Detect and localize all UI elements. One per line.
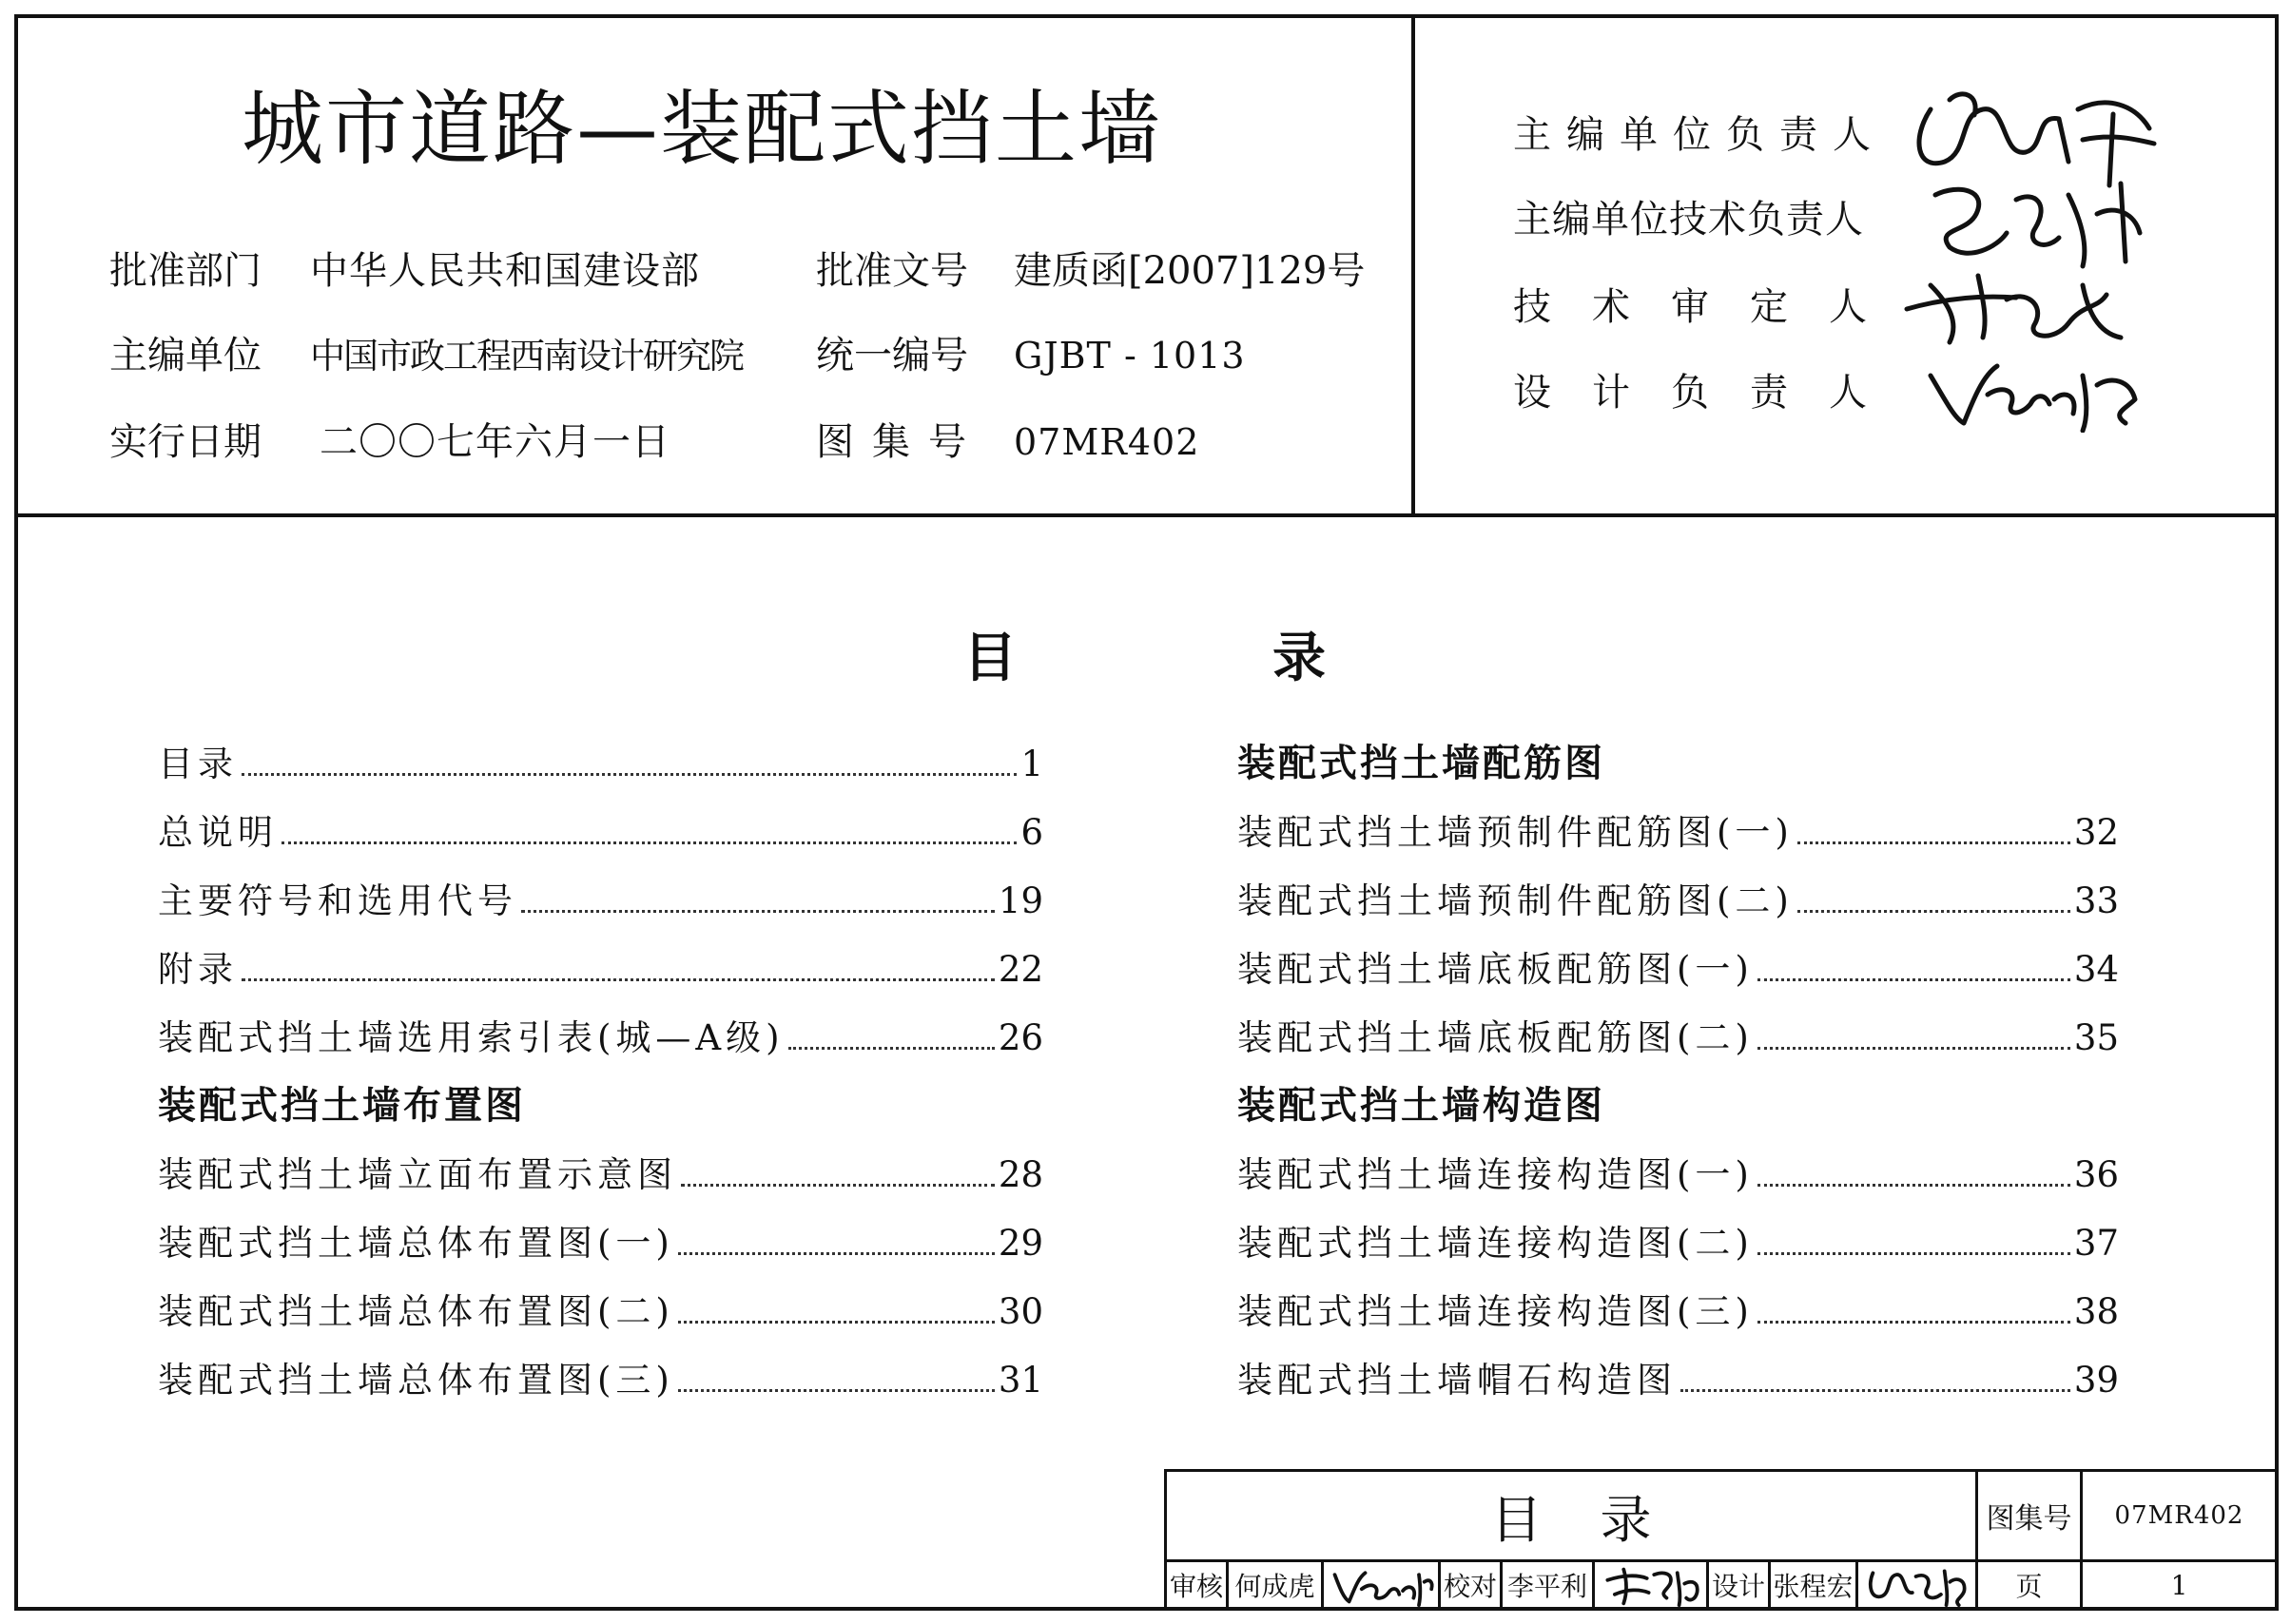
toc-entry (1237, 1140, 2119, 1208)
title-block-atlas-no: 07MR402 (2080, 1472, 2276, 1559)
designer-signature (1855, 1559, 1975, 1608)
toc-entry-page: 33 (2073, 880, 2119, 921)
toc-entry (1237, 798, 2119, 866)
check-label: 校对 (1438, 1559, 1500, 1608)
reviewer-name: 何成虎 (1226, 1559, 1321, 1608)
effective-date-value: 二〇〇七年六月一日 (320, 420, 670, 464)
toc-entry-title: 装配式挡土墙总体布置图(一) (158, 1222, 674, 1264)
design-label: 设计 (1706, 1559, 1768, 1608)
editor-unit-label: 主编单位 (109, 334, 262, 377)
approval-dept-label: 批准部门 (109, 249, 262, 293)
title-block (1164, 1469, 2279, 1611)
signature-design-head (1931, 366, 2135, 431)
title-block-title: 目录 (1490, 1489, 1710, 1550)
toc-leader-dots (1757, 1184, 2070, 1187)
toc-section-title: 装配式挡土墙布置图 (158, 1084, 526, 1128)
toc-entry-page: 30 (998, 1290, 1043, 1332)
toc-entry (158, 1277, 1043, 1345)
chief-unit-tech-head-label: 主编单位技术负责人 (1513, 198, 1864, 242)
toc-left-column (158, 729, 1043, 1414)
title-block-atlas-no-label: 图集号 (1975, 1472, 2080, 1559)
toc-entry (158, 1140, 1043, 1208)
toc-leader-dots (788, 1047, 995, 1050)
tech-reviewer-label: 技术审定人 (1513, 285, 1908, 329)
toc-leader-dots (521, 910, 995, 913)
toc-entry (158, 866, 1043, 935)
toc-entry-page: 26 (998, 1016, 1043, 1058)
toc-entry-page: 22 (998, 948, 1043, 990)
toc-entry-page: 6 (1020, 811, 1043, 853)
toc-entry-page: 29 (998, 1222, 1043, 1264)
approval-doc-label: 批准文号 (816, 249, 968, 293)
toc-entry-page: 35 (2073, 1016, 2119, 1058)
header-signatures (1893, 71, 2178, 433)
toc-heading: 目录 (963, 628, 1582, 689)
signature-chief-unit-head (1919, 94, 2154, 185)
toc-right-column (1237, 729, 2119, 1414)
toc-entry-page: 31 (998, 1359, 1043, 1401)
toc-entry (1237, 1003, 2119, 1072)
page-label: 页 (1975, 1559, 2080, 1608)
toc-entry (1237, 1345, 2119, 1414)
toc-leader-dots (681, 1184, 995, 1187)
toc-leader-dots (678, 1252, 995, 1255)
toc-entry (1237, 935, 2119, 1003)
toc-entry (158, 1003, 1043, 1072)
review-label: 审核 (1167, 1559, 1226, 1608)
toc-entry-title: 主要符号和选用代号 (158, 880, 517, 921)
signature-tech-reviewer (1907, 276, 2121, 342)
toc-section-title: 装配式挡土墙构造图 (1237, 1084, 1605, 1128)
atlas-no-value: 07MR402 (1014, 421, 1200, 463)
toc-entry-title: 装配式挡土墙预制件配筋图(一) (1237, 811, 1794, 853)
toc-leader-dots (1757, 1321, 2070, 1324)
toc-entry-title: 装配式挡土墙选用索引表(城—A级) (158, 1016, 785, 1058)
toc-entry (1237, 1208, 2119, 1277)
toc-entry-page: 38 (2073, 1290, 2119, 1332)
checker-signature (1592, 1559, 1706, 1608)
chief-unit-head-label: 主编单位负责人 (1513, 113, 1886, 157)
toc-entry-page: 19 (998, 880, 1043, 921)
unified-code-value: GJBT - 1013 (1014, 335, 1246, 377)
toc-entry (1237, 1277, 2119, 1345)
toc-entry (1237, 866, 2119, 935)
header-bottom-rule (14, 513, 2279, 517)
designer-name: 张程宏 (1768, 1559, 1855, 1608)
toc-entry-title: 装配式挡土墙底板配筋图(二) (1237, 1016, 1754, 1058)
toc-leader-dots (242, 978, 995, 981)
toc-entry-title: 总说明 (158, 811, 278, 853)
toc-entry (158, 729, 1043, 798)
design-head-label: 设计负责人 (1513, 371, 1908, 415)
toc-leader-dots (678, 1321, 995, 1324)
toc-entry-title: 装配式挡土墙连接构造图(二) (1237, 1222, 1754, 1264)
toc-leader-dots (1797, 841, 2070, 844)
signature-chief-unit-tech-head (1935, 184, 2140, 266)
toc-entry-title: 装配式挡土墙连接构造图(三) (1237, 1290, 1754, 1332)
toc-leader-dots (1797, 910, 2070, 913)
page-number: 1 (2080, 1559, 2276, 1608)
toc-entry-page: 39 (2073, 1359, 2119, 1401)
toc-entry-title: 附录 (158, 948, 238, 990)
checker-signature-mark (1595, 1562, 1706, 1608)
toc-leader-dots (242, 773, 1017, 776)
toc-section-heading (158, 1072, 1043, 1140)
editor-unit-value: 中国市政工程西南设计研究院 (310, 336, 743, 377)
toc-leader-dots (282, 841, 1017, 844)
unified-code-label: 统一编号 (816, 334, 968, 377)
toc-entry-title: 装配式挡土墙连接构造图(一) (1237, 1153, 1754, 1195)
atlas-no-label: 图集号 (816, 420, 984, 464)
toc-entry-page: 36 (2073, 1153, 2119, 1195)
toc-section-heading (1237, 1072, 2119, 1140)
toc-entry-page: 28 (998, 1153, 1043, 1195)
toc-entry-page: 37 (2073, 1222, 2119, 1264)
toc-entry-page: 34 (2073, 948, 2119, 990)
header-divider (1411, 14, 1415, 515)
toc-leader-dots (1757, 978, 2070, 981)
approval-dept-value: 中华人民共和国建设部 (310, 249, 700, 293)
toc-entry (158, 798, 1043, 866)
designer-signature-mark (1858, 1562, 1975, 1608)
toc-entry-page: 32 (2073, 811, 2119, 853)
toc-leader-dots (1757, 1252, 2070, 1255)
toc-section-heading (1237, 729, 2119, 798)
toc-entry-title: 装配式挡土墙帽石构造图 (1237, 1359, 1677, 1401)
toc-entry-title: 装配式挡土墙底板配筋图(一) (1237, 948, 1754, 990)
document-title: 城市道路—装配式挡土墙 (242, 82, 1162, 177)
effective-date-label: 实行日期 (109, 420, 262, 464)
toc-leader-dots (1680, 1389, 2070, 1392)
toc-leader-dots (1757, 1047, 2070, 1050)
checker-name: 李平利 (1500, 1559, 1592, 1608)
toc-entry-title: 装配式挡土墙总体布置图(三) (158, 1359, 674, 1401)
toc-entry-title: 装配式挡土墙立面布置示意图 (158, 1153, 677, 1195)
toc-entry-title: 装配式挡土墙总体布置图(二) (158, 1290, 674, 1332)
approval-doc-value: 建质函[2007]129号 (1014, 249, 1366, 293)
toc-entry (158, 935, 1043, 1003)
toc-entry (158, 1345, 1043, 1414)
toc-entry-title: 装配式挡土墙预制件配筋图(二) (1237, 880, 1794, 921)
toc-entry-title: 目录 (158, 743, 238, 784)
reviewer-signature-mark (1324, 1562, 1438, 1608)
toc-entry (158, 1208, 1043, 1277)
reviewer-signature (1321, 1559, 1438, 1608)
toc-section-title: 装配式挡土墙配筋图 (1237, 742, 1605, 785)
toc-leader-dots (678, 1389, 995, 1392)
toc-entry-page: 1 (1020, 743, 1043, 784)
